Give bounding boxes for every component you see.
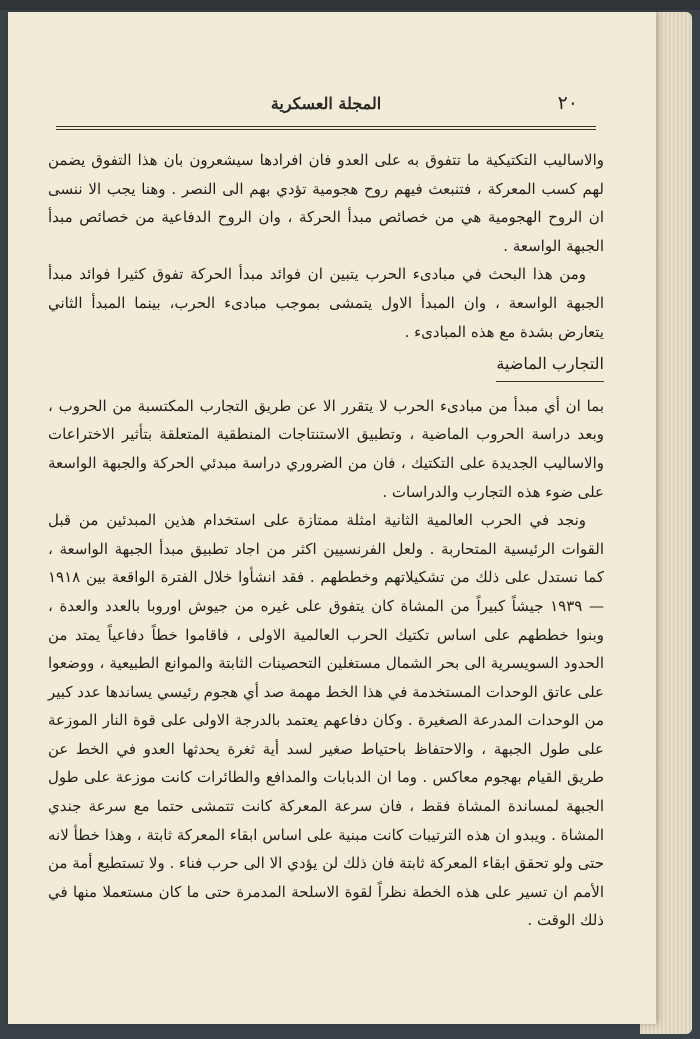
paragraph: ونجد في الحرب العالمية الثانية امثلة ممتازة على استخدام هذين المبدئين من قبل القوات الرئيسية المتحاربة . ولعل الفرنسيين اكثر من اجاد تطبيق مبدأ الجبهة الواسعة ، كما نستدل على ذلك من تشكيلاتهم وخططهم . فقد انشأوا خلال الفترة الواقعة بين ١٩١٨ — ١٩٣٩ جيشاً كبيراً من المشاة كان يتفوق على غيره من جيوش اوروبا بالعدد والعدة ، وبنوا خططهم على اساس تكتيك الحرب العالمية الاولى ، فاقاموا خطاً دفاعياً يمتد من الحدود السويسرية الى بحر الشمال مستغلين التحصينات الثابتة والموانع الطبيعية ، ووضعوا على عاتق الوحدات المستخدمة في هذا الخط مهمة صد أي هجوم رئيسي يساندها عدد كبير من الوحدات المدرعة الصغيرة . وكان دفاعهم يعتمد بالدرجة الاولى على قوة النار الموزعة على طول الجبهة ، والاحتفاظ باحتياط صغير لسد أية ثغرة يحدثها العدو في الخط عن طريق القيام بهجوم معاكس . وما ان الدبابات والمدافع والطائرات كانت موزعة على طول الجبهة لمساندة المشاة فقط ، فان سرعة المعركة كانت تتمشى حتما مع سرعة جندي المشاة . ويبدو ان هذه الترتيبات كانت مبنية على اساس ابقاء المعركة ثابتة ، وهذا خطأ لانه حتى ولو تحقق ابقاء المعركة ثابتة فان ذلك لن يؤدي الا الى حرب فناء . ولا تستطيع أمة من الأمم ان تسير على هذه الخطة نظراً لقوة الاسلحة المدمرة حتى ما كان مستعملا منها في ذلك الوقت . (48, 511, 604, 930)
page-number: ٢٠ (557, 92, 578, 114)
paragraph: بما ان أي مبدأ من مبادىء الحرب لا يتقرر الا عن طريق التجارب المكتسبة من الحروب ، وبعد دراسة الحروب الماضية ، وتطبيق الاستنتاجات المنطقية المتعلقة بتأثير الاختراعات والاساليب الجديدة على التكتيك ، فان من الضروري دراسة مبدئي الحركة والجبهة الواسعة على ضوء هذه التجارب والدراسات . (48, 396, 604, 501)
section-spacer (48, 382, 604, 392)
section-heading (48, 350, 604, 382)
paragraph: والاساليب التكتيكية ما تتفوق به على العدو فان افرادها سيشعرون بان هذا التفوق يضمن لهم كسب المعركة ، فتنبعث فيهم روح هجومية تؤدي بهم الى النصر . وهنا يجب الا ننسى ان الروح الهجومية هي من خصائص مبدأ الحركة ، وان الروح الدفاعية من خصائص مبدأ الجبهة الواسعة . (48, 151, 604, 255)
header-rule-secondary (56, 129, 596, 130)
journal-title: المجلة العسكرية (270, 94, 382, 113)
page-header (56, 90, 596, 120)
paragraph: ومن هذا البحث في مبادىء الحرب يتبين ان فوائد مبدأ الحركة تفوق كثيرا فوائد مبدأ الجبهة الواسعة ، وان المبدأ الاول يتمشى بموجب مبادىء الحرب، بينما المبدأ الثاني يتعارض بشدة مع هذه المبادىء . (48, 265, 604, 341)
section-heading-text: التجارب الماضية (496, 350, 604, 382)
viewer-top-bar (0, 0, 700, 10)
header-rule (56, 126, 596, 127)
article-body (48, 146, 604, 935)
